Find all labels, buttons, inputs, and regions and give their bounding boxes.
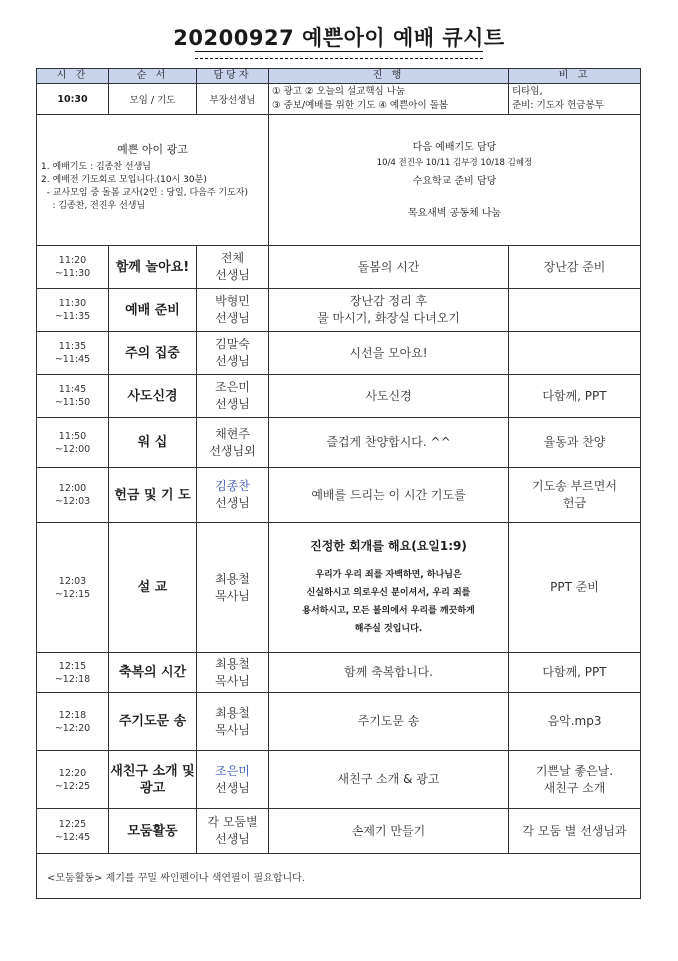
note-cell: [509, 468, 641, 523]
order-line: 광고: [139, 780, 166, 796]
table-row: [37, 418, 641, 468]
order-cell: 모둠활동: [109, 809, 197, 854]
content-cell: 주기도문 송: [269, 693, 509, 751]
progress-line: ③ 중보/예배를 위한 기도 ④ 예쁜아이 돌봄: [272, 100, 449, 111]
time-end: ~11:50: [54, 397, 91, 408]
time-cell: [37, 693, 109, 751]
time-end: ~11:45: [54, 354, 91, 365]
person-name: 조은미: [215, 380, 250, 394]
sermon-line: 용서하시고, 모든 불의에서 우리를 깨끗하게: [302, 606, 475, 616]
order-cell: [109, 751, 197, 809]
schedule-box: [269, 115, 641, 246]
time-cell: [37, 375, 109, 418]
table-row: [37, 246, 641, 289]
time-end: ~12:00: [54, 443, 91, 455]
person-name: 김종찬: [215, 479, 250, 493]
order-cell: 헌금 및 기 도: [109, 468, 197, 523]
person-title: 선생님: [215, 496, 250, 510]
time-start: 11:20: [58, 255, 87, 266]
person-name: 조은미: [215, 763, 250, 778]
table-row: [37, 468, 641, 523]
person-name: 전체: [220, 251, 245, 265]
person-name: 최용철: [215, 705, 250, 720]
header-progress: 진 행: [269, 69, 509, 84]
order-cell: 축복의 시간: [109, 653, 197, 693]
sermon-line: 우리가 우리 죄를 자백하면, 하나님은: [315, 570, 462, 580]
order-cell: 예배 준비: [109, 289, 197, 332]
person-name: 최용철: [215, 656, 250, 671]
sermon-title: 진정한 회개를 해요(요일1:9): [310, 539, 467, 553]
title-underline-dashed: [195, 58, 483, 59]
note-cell: [509, 289, 641, 332]
wednesday-duty: 수요학교 준비 담당: [412, 176, 497, 187]
prayer-title: 다음 예배기도 담당: [412, 142, 497, 153]
person-title: 선생님: [215, 397, 250, 411]
footer-row: [37, 854, 641, 899]
note-cell: [509, 84, 641, 115]
person-cell: [197, 289, 269, 332]
table-row: [37, 375, 641, 418]
sermon-line: 신실하시고 의로우신 분이셔서, 우리 죄를: [306, 588, 471, 598]
time-end: ~12:20: [54, 722, 91, 734]
sermon-cell: [269, 523, 509, 653]
person-name: 채현주: [215, 426, 250, 441]
note-line: 준비: 기도자 헌금봉투: [512, 100, 604, 111]
announcement-title: 예쁜 아이 광고: [117, 143, 188, 156]
time-start: 12:18: [58, 709, 87, 721]
time-end: ~12:15: [54, 588, 91, 600]
header-row: [37, 69, 641, 84]
person-title: 목사님: [215, 722, 250, 737]
content-line: 물 마시기, 화장실 다녀오기: [317, 311, 460, 325]
person-title: 목사님: [215, 673, 250, 688]
title-underline: [195, 51, 483, 52]
table-row: [37, 809, 641, 854]
person-name: 김말숙: [215, 337, 250, 351]
person-title: 선생님: [215, 311, 250, 325]
prayer-schedule: 10/4 전진우 10/11 김부경 10/18 김혜정: [376, 158, 533, 168]
person-cell: [197, 246, 269, 289]
person-cell: [197, 693, 269, 751]
time-cell: [37, 418, 109, 468]
person-cell: [197, 332, 269, 375]
person-cell: [197, 751, 269, 809]
content-cell: 시선을 모아요!: [269, 332, 509, 375]
table-row: [37, 751, 641, 809]
header-time: 시 간: [37, 69, 109, 84]
time-start: 12:25: [58, 819, 87, 830]
person-cell: [197, 418, 269, 468]
person-title: 선생님: [215, 780, 250, 795]
order-cell: 모임 / 기도: [109, 84, 197, 115]
note-cell: 각 모둠 별 선생님과: [509, 809, 641, 854]
time-start: 12:20: [58, 767, 87, 779]
time-cell: [37, 289, 109, 332]
note-line: 티타임,: [512, 86, 543, 97]
time-cell: [37, 523, 109, 653]
time-end: ~12:25: [54, 780, 91, 792]
note-cell: [509, 751, 641, 809]
person-title: 선생님: [215, 268, 250, 282]
time-cell: [37, 809, 109, 854]
note-cell: [509, 332, 641, 375]
person-name: 각 모둠별: [207, 815, 258, 829]
header-person: 담당자: [197, 69, 269, 84]
announcement-line: : 김종찬, 전진우 선생님: [41, 201, 146, 211]
time-start: 11:50: [58, 430, 87, 442]
header-note: 비 고: [509, 69, 641, 84]
time-cell: 10:30: [37, 84, 109, 115]
person-title: 선생님: [215, 832, 250, 846]
cue-sheet-table: [36, 68, 641, 899]
table-row: [37, 653, 641, 693]
content-line: 장난감 정리 후: [349, 294, 428, 308]
time-cell: [37, 468, 109, 523]
person-cell: [197, 653, 269, 693]
person-cell: [197, 375, 269, 418]
time-start: 11:35: [58, 341, 87, 352]
time-end: ~11:30: [54, 268, 91, 279]
announcement-box: [37, 115, 269, 246]
person-cell: [197, 468, 269, 523]
content-cell: 손제기 만들기: [269, 809, 509, 854]
note-cell: 장난감 준비: [509, 246, 641, 289]
person-cell: [197, 523, 269, 653]
table-row: [37, 693, 641, 751]
content-cell: 즐겁게 찬양합시다. ^^: [269, 418, 509, 468]
time-start: 11:45: [58, 384, 87, 395]
footer-note: <모둠활동> 제기를 꾸밀 싸인펜이나 색연필이 필요합니다.: [37, 854, 641, 899]
header-order: 순 서: [109, 69, 197, 84]
note-cell: 음악.mp3: [509, 693, 641, 751]
time-end: ~12:45: [54, 832, 91, 843]
person-name: 최용철: [215, 571, 250, 586]
time-cell: [37, 751, 109, 809]
table-row: [37, 84, 641, 115]
order-cell: 설 교: [109, 523, 197, 653]
time-end: ~11:35: [54, 311, 91, 322]
note-cell: 다함께, PPT: [509, 653, 641, 693]
time-start: 11:30: [58, 298, 87, 309]
order-cell: 함께 놀아요!: [109, 246, 197, 289]
table-row: [37, 523, 641, 653]
person-cell: 부장선생님: [197, 84, 269, 115]
order-cell: 주의 집중: [109, 332, 197, 375]
announcement-line: 2. 예배전 기도회로 모입니다.(10시 30분): [41, 175, 207, 185]
time-cell: [37, 332, 109, 375]
info-row: [37, 115, 641, 246]
table-row: [37, 332, 641, 375]
content-cell: 함께 축복합니다.: [269, 653, 509, 693]
note-cell: 다함께, PPT: [509, 375, 641, 418]
note-cell: PPT 준비: [509, 523, 641, 653]
order-line: 새친구 소개 및: [110, 763, 195, 779]
person-name: 박형민: [215, 294, 250, 308]
note-line: 헌금: [562, 496, 587, 510]
person-title: 선생님외: [209, 443, 256, 458]
order-cell: 사도신경: [109, 375, 197, 418]
thursday-duty: 목요새벽 공동체 나눔: [407, 208, 502, 219]
sermon-text: [269, 566, 508, 638]
progress-line: ① 광고 ② 오늘의 설교핵심 나눔: [272, 86, 406, 97]
announcement-line: - 교사모임 중 돌봄 교사(2인 : 당일, 다음주 기도자): [41, 188, 248, 198]
note-line: 기쁜날 좋은날.: [535, 763, 614, 778]
announcement-line: 1. 예배기도 : 김종찬 선생님: [41, 162, 152, 172]
time-cell: [37, 653, 109, 693]
person-cell: [197, 809, 269, 854]
content-cell: 새친구 소개 & 광고: [269, 751, 509, 809]
content-cell: 돌봄의 시간: [269, 246, 509, 289]
table-row: [37, 289, 641, 332]
progress-cell: [269, 84, 509, 115]
content-cell: [269, 289, 509, 332]
time-end: ~12:03: [54, 496, 91, 507]
time-end: ~12:18: [54, 673, 91, 685]
time-start: 12:00: [58, 483, 87, 494]
note-cell: 율동과 찬양: [509, 418, 641, 468]
time-start: 12:15: [58, 660, 87, 672]
order-cell: 워 십: [109, 418, 197, 468]
time-cell: [37, 246, 109, 289]
order-cell: 주기도문 송: [109, 693, 197, 751]
time-start: 12:03: [58, 575, 87, 587]
sermon-line: 해주실 것입니다.: [354, 624, 423, 634]
person-title: 선생님: [215, 354, 250, 368]
content-cell: 예배를 드리는 이 시간 기도를: [269, 468, 509, 523]
note-line: 기도송 부르면서: [532, 479, 617, 493]
note-line: 새친구 소개: [543, 780, 606, 795]
person-title: 목사님: [215, 588, 250, 603]
content-cell: 사도신경: [269, 375, 509, 418]
page-title: 20200927 예쁜아이 예배 큐시트: [173, 26, 505, 50]
